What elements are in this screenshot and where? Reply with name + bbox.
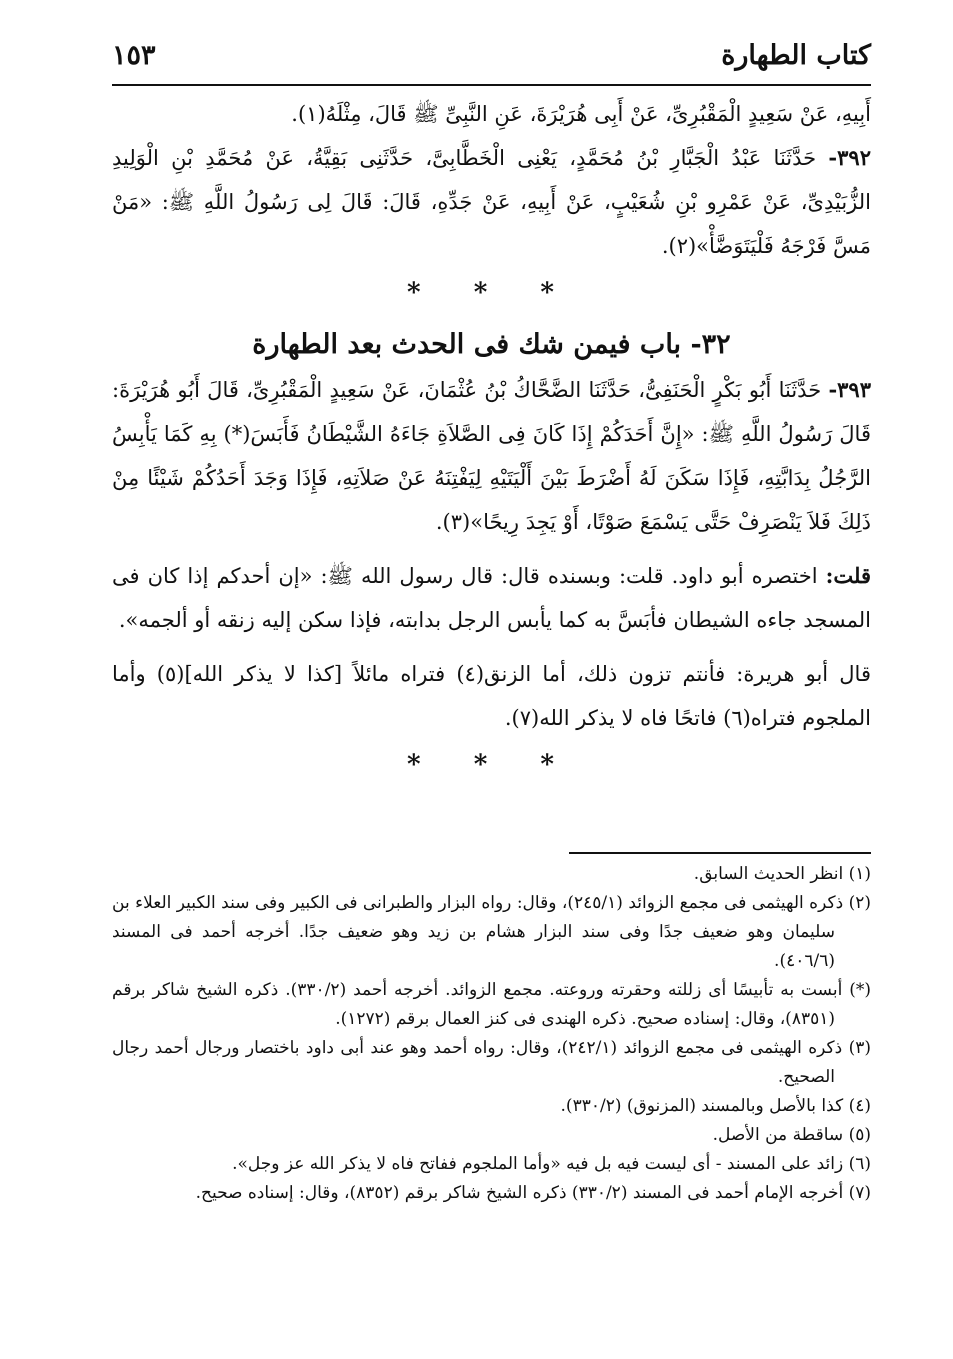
hadith-393 bbox=[112, 368, 871, 544]
footnote-rule bbox=[569, 852, 871, 854]
hadith-number: ٣٩٢- bbox=[828, 145, 871, 170]
section-separator: * * * bbox=[407, 750, 576, 780]
footnotes bbox=[112, 860, 871, 1208]
chapter-heading: ٣٢- باب فيمن شك فى الحدث بعد الطهارة bbox=[252, 329, 731, 360]
hadith-text: حَدَّثَنَا أَبُو بَكْرٍ الْحَنَفِىُّ، حَدَّثَنَا الضَّحَّاكُ بْنُ عُثْمَانَ، عَنْ سَعِيدٍ الْمَقْبُرِىِّ، قَالَ أَبُو هُرَيْرَةَ: قَالَ رَسُولُ اللَّهِ ﷺ: «إِنَّ أَحَدَكُمْ إِذَا كَانَ فِى الصَّلاَةِ جَاءَهُ الشَّيْطَانُ فَأَبَسَ(*) بِهِ كَمَا يَأْبِسُ الرَّجُلُ بِدَابَّتِهِ، فَإِذَا سَكَنَ لَهُ أَضْرَطَ بَيْنَ أَلْيَتَيْهِ لِيَفْتِنَهُ عَنْ صَلاَتِهِ، فَإِذَا وَجَدَ أَحَدُكُمْ شَيْئًا مِنْ ذَلِكَ فَلاَ يَنْصَرِفْ حَتَّى يَسْمَعَ صَوْتًا، أَوْ يَجِدَ رِيحًا»(٣). bbox=[112, 378, 871, 534]
note-label: قلت: bbox=[825, 563, 871, 588]
note-text: اختصره أبو داود. قلت: وبسنده قال: قال رسول الله ﷺ: «إن أحدكم إذا كان فى المسجد جاءه الشيطان فأبَسَّ به كما يأبس الرجل بدابته، فإذا سكن إليه زنقه أو ألجمه». bbox=[112, 564, 871, 632]
footnote: (٤) كذا بالأصل وبالمسند (المزنوق) (٣٣٠/٢). bbox=[560, 1096, 871, 1116]
footnote: (٥) ساقطة من الأصل. bbox=[712, 1125, 871, 1145]
footnote: (٣) ذكره الهيثمى فى مجمع الزوائد (٢٤٢/١)، وقال: رواه أحمد وهو عند أبى داود باختصار ورجال أحمد رجال الصحيح. bbox=[112, 1038, 871, 1087]
main-text bbox=[112, 92, 871, 788]
header-rule bbox=[112, 84, 871, 86]
section-separator: * * * bbox=[407, 278, 576, 308]
commentary-note-2: قال أبو هريرة: فأنتم تزون ذلك، أما الزنق(٤) فتراه مائلاً [كذا لا يذكر الله](٥) وأما الملجوم فتراه(٦) فاتحًا فاه لا يذكر الله(٧). bbox=[112, 662, 871, 730]
hadith-392 bbox=[112, 136, 871, 268]
continuation-paragraph: أَبِيهِ، عَنْ سَعِيدٍ الْمَقْبُرِىِّ، عَنْ أَبِى هُرَيْرَةَ، عَنِ النَّبِىِّ ﷺ قَالَ، مِثْلَهُ(١). bbox=[291, 102, 871, 126]
commentary-note bbox=[112, 554, 871, 642]
book-title: كتاب الطهارة bbox=[721, 40, 871, 71]
hadith-number: ٣٩٣- bbox=[828, 377, 871, 402]
footnote: (٧) أخرجه الإمام أحمد فى المسند (٣٣٠/٢) ذكره الشيخ شاكر برقم (٨٣٥٢)، وقال: إسناده صحيح. bbox=[195, 1183, 871, 1203]
footnote: (٦) زائد على المسند - أى ليست فيه بل فيه «وأما الملجوم ففاتح فاه لا يذكر الله عز وجل». bbox=[232, 1154, 871, 1174]
footnote: (١) انظر الحديث السابق. bbox=[693, 864, 871, 884]
footnote: (*) أبست به تأبيسًا أى زللته وحقرته وروعته. مجمع الزوائد. أخرجه أحمد (٣٣٠/٢). ذكره الشيخ شاكر برقم (٨٣٥١)، وقال: إسناده صحيح. ذكره الهندى فى كنز العمال برقم (١٢٧٢). bbox=[112, 980, 871, 1029]
footnote: (٢) ذكره الهيثمى فى مجمع الزوائد (٢٤٥/١)، وقال: رواه البزار والطبرانى فى الكبير وفى سند الكبير العلاء بن سليمان وهو ضعيف جدًا وفى سند البزار هشام بن زيد وهو ضعيف جدًا. أخرجه أحمد فى المسند (٤٠٦/٦). bbox=[112, 893, 871, 971]
page-header bbox=[112, 38, 871, 82]
hadith-text: حَدَّثَنَا عَبْدُ الْجَبَّارِ بْنُ مُحَمَّدٍ، يَعْنِى الْخَطَّابِىَّ، حَدَّثَنِى بَقِيَّةُ، عَنْ مُحَمَّدِ بْنِ الْوَلِيدِ الزُّبَيْدِىِّ، عَنْ عَمْرِو بْنِ شُعَيْبٍ، عَنْ أَبِيهِ، عَنْ جَدِّهِ، قَالَ: قَالَ لِى رَسُولُ اللَّهِ ﷺ: «مَنْ مَسَّ فَرْجَهُ فَلْيَتَوَضَّأْ»(٢). bbox=[112, 146, 871, 258]
page-number: ١٥٣ bbox=[112, 40, 156, 71]
